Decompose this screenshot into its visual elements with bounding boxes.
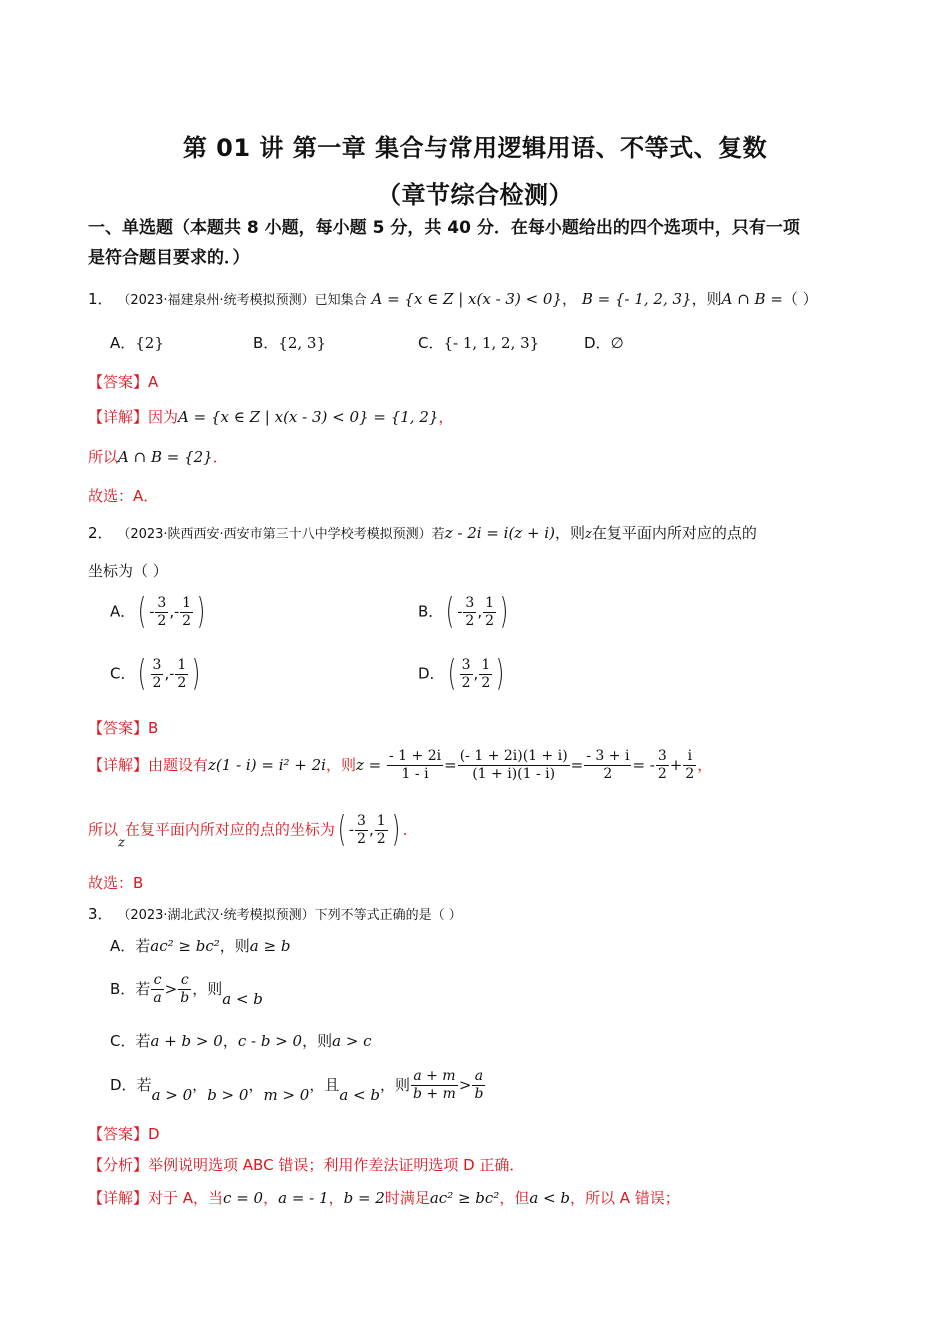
detail-math: c = 0 [223,1189,264,1207]
fraction: $\frac{3}{2}$ [152,656,162,691]
separator: ， [192,1076,208,1094]
question-source: （2023·陕西西安·西安市第三十八中学校考模拟预测）若 [117,527,445,542]
fraction: $\frac{- 1 + 2i}{1 - i}$ [389,748,442,782]
option-label: A． [110,937,136,955]
option-label: A． [110,334,136,352]
q2-choose: 故选：B [88,874,144,892]
operator: > [458,1076,472,1094]
option-math: a > 0 [151,1086,193,1104]
detail-text: ，所以 A 错误； [570,1189,680,1207]
variable: z [118,835,125,851]
q3-answer [88,1123,160,1144]
detail-math: a = - 1 [278,1189,329,1207]
q1-answer [88,371,158,392]
q1-choose: 故选：A． [88,487,159,505]
question-text: 在复平面内所对应的点的 [591,524,757,542]
detail-math: A ∩ B = {2} [118,448,213,466]
option-math: a ≥ b [249,937,291,955]
fraction: $\frac{i}{2}$ [685,748,695,782]
q1-option-d [584,332,624,353]
set-a-definition: A = {x ∈ Z | x(x - 3) < 0} [371,290,563,308]
detail-text: ，但 [499,1189,530,1207]
option-text: ，且 [309,1076,340,1094]
option-text: ，则 [192,980,223,998]
variable: z [584,527,592,542]
question-text: ，则 [554,524,585,542]
detail-math: A = {x ∈ Z | x(x - 3) < 0} = {1, 2} [178,408,439,426]
q2-option-d: D．( $\frac{3}{2}$ , $\frac{1}{2}$ ) [418,653,505,694]
fraction: $\frac{(- 1 + 2i)(1 + i)}{(1 + i)(1 - i)}$ [459,748,568,782]
intersection-expression: A ∩ B = [721,290,783,308]
fraction: $\frac{3}{2}$ [465,594,475,629]
q3-option-c [110,1030,372,1051]
question-3-stem [88,903,462,924]
analysis-text: 举例说明选项 ABC 错误；利用作差法证明选项 D 正确． [148,1156,525,1174]
separator: ， [248,1076,264,1094]
question-2-stem-cont: 坐标为（ ） [88,562,168,580]
option-label: C． [110,664,136,683]
option-math: a > c [332,1032,372,1050]
detail-math: z(1 - i) = i² + 2i [208,756,326,774]
sign: - [149,602,155,621]
page-subtitle: （章节综合检测） [377,181,573,209]
option-label: D． [584,334,611,352]
set-b-definition: B = {- 1, 2, 3} [581,290,692,308]
q2-option-c: C．( $\frac{3}{2}$ ,- $\frac{1}{2}$ ) [110,653,201,694]
option-math: m > 0 [263,1086,310,1104]
option-label: A． [110,602,136,621]
fraction: $\frac{1}{2}$ [177,656,187,691]
option-math: c - b > 0 [237,1032,303,1050]
answer-tag: 【答案】 [88,1125,149,1143]
option-text: 若 [136,1076,152,1094]
option-math: a < b [339,1086,380,1104]
analysis-tag: 【分析】 [88,1156,149,1174]
question-number: 1． [88,290,113,308]
option-math: b > 0 [207,1086,249,1104]
sign: - [174,602,180,621]
answer-value: D [148,1125,160,1143]
option-text: 若 [135,937,151,955]
fraction: $\frac{3}{2}$ [357,812,366,847]
q2-detail: 【详解】由题设有z(1 - i) = i² + 2i，则z = $\frac{- 1 + 2i}{1 - i}$ = $\frac{(- 1 + 2i)(1 + i)}{(1 + i)(1 - i)}$ = $\frac{- 3 + i}{2}$ = - $\frac{3}{2}$ + $\frac{i}{2}$ ， [88,748,713,782]
detail-math: a < b [529,1189,570,1207]
question-source: （2023·福建泉州·统考模拟预测）已知集合 [117,293,367,308]
section-heading-line1: 一、单选题（本题共 8 小题，每小题 5 分，共 40 分．在每小题给出的四个选项中，只有一项 [88,218,800,238]
q3-option-d [110,1068,486,1104]
option-label: C． [110,1032,136,1050]
detail-text: ，则 [325,756,356,774]
q2-detail-2: 所以z在复平面内所对应的点的坐标为( - $\frac{3}{2}$ , $\frac{1}{2}$ ) ． [88,809,418,851]
detail-math: b = 2 [343,1189,385,1207]
fraction: $\frac{1}{2}$ [182,594,192,629]
answer-value: B [148,719,159,737]
option-text: ，则 [380,1076,411,1094]
question-2-stem [88,522,757,543]
sign: - [169,664,175,683]
fraction: $\frac{1}{2}$ [376,812,386,847]
q1-detail-2 [88,446,228,467]
q3-option-b [110,972,263,1008]
fraction: $\frac{1}{2}$ [481,656,491,691]
operator: > [164,980,178,998]
option-label: B． [418,602,444,621]
q2-option-a: A．( - $\frac{3}{2}$ ,- $\frac{1}{2}$ ) [110,591,206,632]
separator: ， [222,1032,238,1050]
question-number: 3． [88,905,113,923]
option-text: ，则 [302,1032,333,1050]
detail-math: ac² ≥ bc² [429,1189,500,1207]
option-label: D． [110,1076,137,1094]
fraction: $\frac{1}{2}$ [485,594,495,629]
detail-text: 所以 [88,820,119,839]
q2-answer [88,717,158,738]
fraction: $\frac{3}{2}$ [657,748,667,782]
q1-option-a [110,332,164,353]
fraction: $\frac{3}{2}$ [461,656,471,691]
q2-option-b: B．( - $\frac{3}{2}$ , $\frac{1}{2}$ ) [418,591,509,632]
option-label: C． [418,334,444,352]
detail-math: z = [355,756,382,774]
fraction: $\frac{a}{b}$ [474,1068,484,1102]
detail-tag: 【详解】 [88,756,149,774]
detail-text: 由题设有 [148,756,209,774]
q1-detail [88,406,453,427]
answer-tag: 【答案】 [88,719,149,737]
detail-text: 因为 [148,408,179,426]
option-text: ，则 [219,937,250,955]
section-heading [88,213,868,273]
condition-math: z - 2i = i(z + i) [444,524,555,542]
detail-text: ． [212,448,228,466]
detail-text: 时满足 [384,1189,430,1207]
detail-text: 在复平面内所对应的点的坐标为 [124,820,335,839]
question-number: 2． [88,524,113,542]
option-math: ac² ≥ bc² [150,937,220,955]
option-value: {- 1, 1, 2, 3} [443,334,540,352]
detail-text: ， [438,408,454,426]
sign: - [457,602,463,621]
detail-text: 所以 [88,448,119,466]
q1-option-c [418,332,539,353]
page-title: 第 01 讲 第一章 集合与常用逻辑用语、不等式、复数 [182,134,768,162]
answer-blank: （ ） [782,290,818,308]
option-text: 若 [135,980,151,998]
detail-math: = - [632,756,655,774]
fraction: $\frac{c}{a}$ [153,972,162,1006]
option-label: B． [253,334,279,352]
question-text: ，则 [691,290,722,308]
detail-text: 对于 A，当 [148,1189,224,1207]
option-value: {2} [135,334,164,352]
option-label: B． [110,980,136,998]
detail-tag: 【详解】 [88,1189,149,1207]
question-source: （2023·湖北武汉·统考模拟预测）下列不等式正确的是（ ） [117,908,462,923]
separator: ， [562,290,578,308]
q3-analysis [88,1154,524,1175]
question-1-stem [88,288,818,309]
q3-option-a [110,935,290,956]
option-math: a + b > 0 [150,1032,223,1050]
option-text: 若 [135,1032,151,1050]
answer-value: A [148,373,159,391]
answer-tag: 【答案】 [88,373,149,391]
fraction: $\frac{3}{2}$ [157,594,167,629]
separator: ， [263,1189,279,1207]
detail-tag: 【详解】 [88,408,149,426]
section-heading-line2: 是符合题目要求的．） [88,248,250,268]
option-value: ∅ [610,334,624,352]
option-label: D． [418,664,445,683]
fraction: $\frac{- 3 + i}{2}$ [586,748,630,782]
q1-option-b [253,332,326,353]
fraction: $\frac{c}{b}$ [180,972,190,1006]
option-value: {2, 3} [278,334,327,352]
option-math: a < b [222,990,263,1008]
fraction: $\frac{a + m}{b + m}$ [413,1068,456,1102]
separator: ， [328,1189,344,1207]
q3-detail [88,1187,680,1208]
